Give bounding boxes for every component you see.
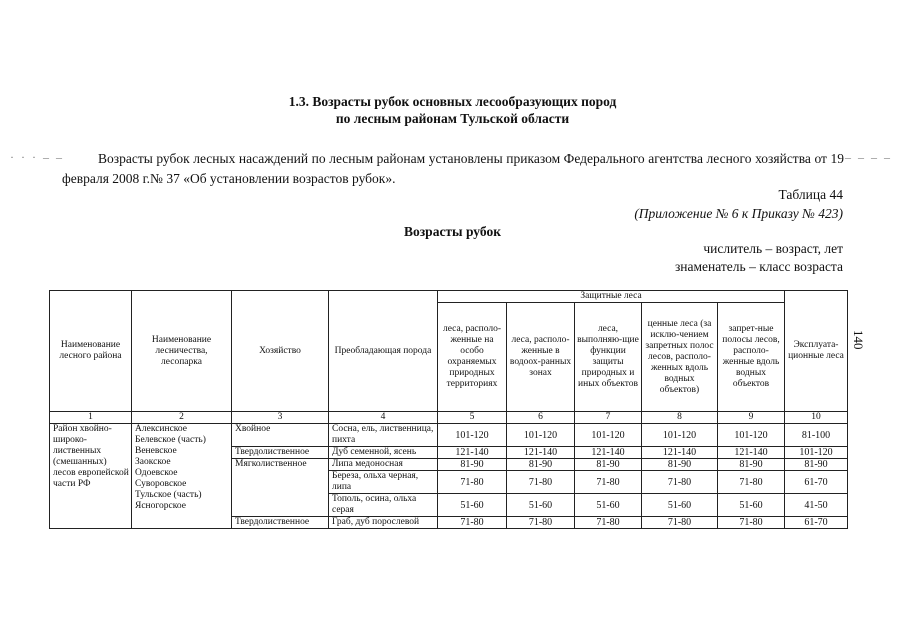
age-cell: 81-90 [575, 459, 642, 471]
age-cell: 101-120 [718, 424, 785, 447]
note-numerator: числитель – возраст, лет [703, 241, 843, 256]
age-cell: 101-120 [507, 424, 575, 447]
age-cell: 51-60 [642, 494, 718, 517]
age-cell: 71-80 [507, 471, 575, 494]
age-cell: 101-120 [575, 424, 642, 447]
age-cell: 81-90 [718, 459, 785, 471]
scan-mark: ‒ ‒ ‒ ‒ [845, 150, 892, 164]
column-number: 4 [329, 412, 438, 424]
age-cell: 71-80 [718, 517, 785, 529]
age-cell: 71-80 [575, 517, 642, 529]
forestry-list [132, 424, 232, 529]
age-cell: 121-140 [718, 447, 785, 459]
species-cell: Береза, ольха черная, липа [329, 471, 438, 494]
forestry-item: Суворовское [135, 479, 187, 489]
header-water-protection: леса, располо-женные в водоох-ранных зонах [507, 303, 575, 412]
header-forestry: Наименование лесничества, лесопарка [132, 291, 232, 412]
column-number: 3 [232, 412, 329, 424]
header-species: Преобладающая порода [329, 291, 438, 412]
economy-cell: Твердолиственное [232, 447, 329, 459]
column-number: 9 [718, 412, 785, 424]
age-cell: 81-90 [642, 459, 718, 471]
forestry-item: Ясногорское [135, 501, 186, 511]
header-prohibited-strips: запрет-ные полосы лесов, располо-женные вдоль водных объектов [718, 303, 785, 412]
age-cell: 81-100 [785, 424, 848, 447]
forestry-item: Тульское (часть) [135, 490, 202, 500]
forestry-item: Заокское [135, 457, 171, 467]
species-cell: Дуб семенной, ясень [329, 447, 438, 459]
age-cell: 71-80 [575, 471, 642, 494]
age-cell: 51-60 [438, 494, 507, 517]
header-region: Наименование лесного района [50, 291, 132, 412]
header-protective-forests: Защитные леса [438, 291, 785, 303]
ages-table [49, 290, 848, 529]
header-valuable-forests: ценные леса (за исклю-чением запретных полос лесов, располо-женных вдоль водных объектов) [642, 303, 718, 412]
age-cell: 71-80 [438, 471, 507, 494]
column-number: 2 [132, 412, 232, 424]
forestry-item: Белевское (часть) [135, 435, 206, 445]
age-cell: 81-90 [507, 459, 575, 471]
forestry-item: Алексинское [135, 424, 188, 434]
intro-paragraph [62, 149, 844, 189]
header-protected-territories: леса, располо-женные на особо охраняемых природных территориях [438, 303, 507, 412]
age-cell: 61-70 [785, 517, 848, 529]
economy-cell: Твердолиственное [232, 517, 329, 529]
species-cell: Сосна, ель, лиственница, пихта [329, 424, 438, 447]
age-cell: 121-140 [438, 447, 507, 459]
page-number: 140 [851, 330, 866, 350]
column-number: 5 [438, 412, 507, 424]
age-cell: 51-60 [507, 494, 575, 517]
scan-mark: · · · ‒ ‒ [10, 150, 64, 164]
table-number: Таблица 44 [778, 187, 843, 202]
age-cell: 71-80 [507, 517, 575, 529]
species-cell: Липа медоносная [329, 459, 438, 471]
age-cell: 71-80 [718, 471, 785, 494]
appendix-reference: (Приложение № 6 к Приказу № 423) [634, 206, 843, 221]
economy-cell: Хвойное [232, 424, 329, 447]
age-cell: 81-90 [785, 459, 848, 471]
forestry-item: Веневское [135, 446, 177, 456]
age-cell: 51-60 [575, 494, 642, 517]
age-cell: 121-140 [642, 447, 718, 459]
section-title-line-1: 1.3. Возрасты рубок основных лесообразующих пород [288, 94, 617, 109]
age-cell: 121-140 [507, 447, 575, 459]
species-cell: Тополь, осина, ольха серая [329, 494, 438, 517]
column-number: 1 [50, 412, 132, 424]
note-denominator: знаменатель – класс возраста [674, 259, 843, 274]
age-cell: 61-70 [785, 471, 848, 494]
section-title [0, 93, 905, 127]
column-number: 10 [785, 412, 848, 424]
age-cell: 51-60 [718, 494, 785, 517]
forestry-item: Одоевское [135, 468, 178, 478]
column-number: 6 [507, 412, 575, 424]
region-name: Район хвойно-широко-лиственных (смешанных) лесов европейской части РФ [50, 424, 132, 529]
economy-cell: Мягколиственное [232, 459, 329, 517]
table-row [50, 424, 848, 447]
intro-text: Возрасты рубок лесных насаждений по лесным районам установлены приказом Федерального агентства лесного хозяйства от 19 февраля 2008 г.№ 37 «Об установлении возрастов рубок». [62, 151, 844, 186]
age-cell: 71-80 [642, 471, 718, 494]
column-number: 8 [642, 412, 718, 424]
age-cell: 101-120 [785, 447, 848, 459]
column-number: 7 [575, 412, 642, 424]
age-cell: 71-80 [642, 517, 718, 529]
header-protection-functions: леса, выполняю-щие функции защиты природных и иных объектов [575, 303, 642, 412]
header-operational: Эксплуата-ционные леса [785, 291, 848, 412]
header-economy: Хозяйство [232, 291, 329, 412]
species-cell: Граб, дуб порослевой [329, 517, 438, 529]
age-cell: 121-140 [575, 447, 642, 459]
section-title-line-2: по лесным районам Тульской области [335, 111, 570, 126]
age-cell: 101-120 [642, 424, 718, 447]
age-cell: 71-80 [438, 517, 507, 529]
table-caption: Возрасты рубок [404, 224, 501, 239]
age-cell: 101-120 [438, 424, 507, 447]
age-cell: 41-50 [785, 494, 848, 517]
age-cell: 81-90 [438, 459, 507, 471]
